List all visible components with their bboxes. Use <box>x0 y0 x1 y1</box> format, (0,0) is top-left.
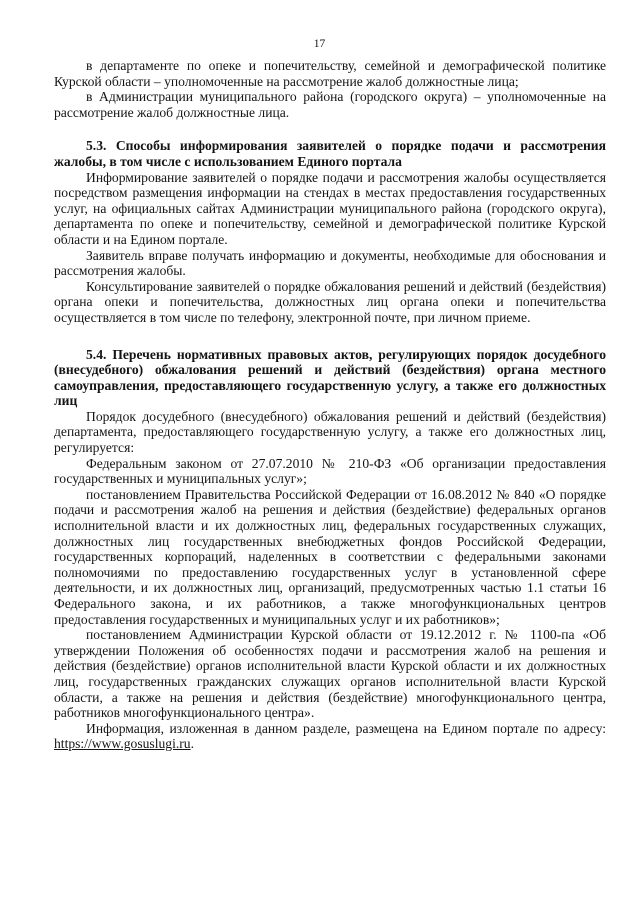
document-body <box>54 58 606 752</box>
paragraph-kursk-resolution: постановлением Администрации Курской области от 19.12.2012 г. № 1100-па «Об утверждении Положения об особенностях подачи и рассмотрения жалоб на решения и действия (бездействие) органов исполнительной власти Курской области и их должностных лиц, государственных гражданских служащих органов исполнительной власти Курской области, а также на решения и действия (бездействие) многофункционального центра, работников многофункционального центра». <box>54 627 606 721</box>
paragraph-consulting: Консультирование заявителей о порядке обжалования решений и действий (бездействия) органа опеки и попечительства, должностных лиц органа опеки и попечительства осуществляется в том числе по телефону, электронной почте, при личном приеме. <box>54 278 606 325</box>
paragraph-applicant-rights: Заявитель вправе получать информацию и документы, необходимые для обоснования и рассмотрения жалобы. <box>54 247 606 279</box>
section-5-4-title: 5.4. Перечень нормативных правовых актов, регулирующих порядок досудебного (внесудебного) обжалования решений и действий (бездействия) органа местного самоуправления, предоставляющего государственную услугу, а также его должностных лиц <box>54 346 606 409</box>
gosuslugi-link[interactable]: https://www.gosuslugi.ru <box>54 736 191 752</box>
paragraph-municipal-administration: в Администрации муниципального района (городского округа) – уполномоченные на рассмотрение жалоб должностные лица. <box>54 89 606 120</box>
paragraph-federal-law: Федеральным законом от 27.07.2010 № 210-ФЗ «Об организации предоставления государственных и муниципальных услуг»; <box>54 455 606 487</box>
portal-info-text: Информация, изложенная в данном разделе, размещена на Едином портале по адресу: <box>86 720 606 736</box>
paragraph-appeal-procedure: Порядок досудебного (внесудебного) обжалования решений и действий (бездействия) департамента, предоставляющего государственную услугу, а также его должностных лиц, регулируется: <box>54 408 606 456</box>
page-number: 17 <box>313 38 326 50</box>
paragraph-government-resolution: постановлением Правительства Российской Федерации от 16.08.2012 № 840 «О порядке подачи и рассмотрения жалоб на решения и действия (бездействие) федеральных органов исполнительной власти и их должностных лиц, федеральных государственных служащих, должностных лиц государственных внебюджетных фондов Российской Федерации, государственных корпораций, наделенных в соответствии с федеральными законами полномочиями по предоставлению государственных услуг в установленной сфере деятельности, и их должностных лиц, организаций, предусмотренных частью 1.1 статьи 16 Федерального закона, и их работников, а также многофункциональных центров предоставления государственных и муниципальных услуг и их работников»; <box>54 486 606 627</box>
paragraph-informing-applicants: Информирование заявителей о порядке подачи и рассмотрения жалобы осуществляется посредством размещения информации на стендах в местах предоставления государственных услуг, на официальных сайтах Администрации муниципального района (городского округа), департамента по опеке и попечительству, семейной и демографической политике Курской области и на Едином портале. <box>54 169 606 247</box>
paragraph-department-custody: в департаменте по опеке и попечительству, семейной и демографической политике Курской области – уполномоченные на рассмотрение жалоб должностные лица; <box>54 58 606 89</box>
section-5-3-title: 5.3. Способы информирования заявителей о порядке подачи и рассмотрения жалобы, в том числе с использованием Единого портала <box>54 138 606 169</box>
portal-info-period: . <box>190 736 194 752</box>
paragraph-portal-info <box>54 721 606 752</box>
